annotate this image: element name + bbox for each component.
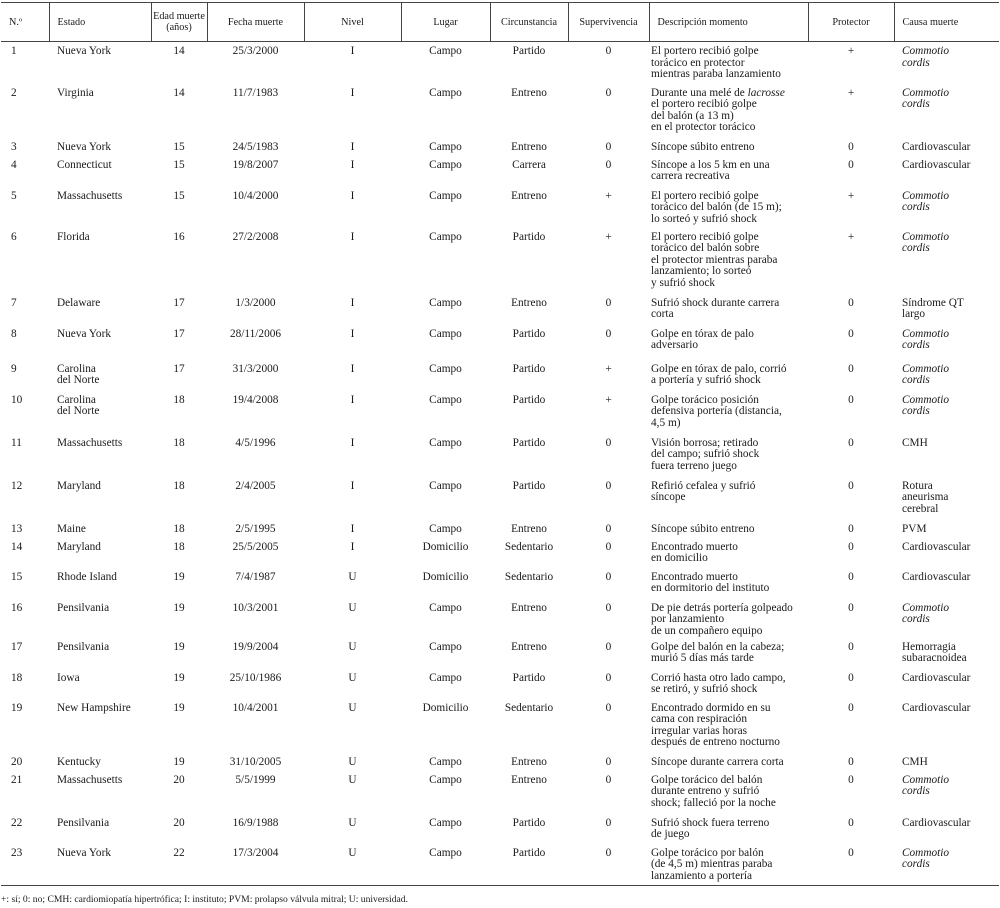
cell-level: U <box>348 816 357 829</box>
cell-date: 31/3/2000 <box>232 362 279 375</box>
table-row <box>1 568 999 599</box>
table-row <box>1 771 999 814</box>
cell-survival: + <box>605 362 612 375</box>
cell-cause: Commotio cordis <box>902 86 950 110</box>
cell-level: U <box>348 755 357 768</box>
cell-survival: 0 <box>605 327 612 340</box>
cell-state: Pensilvania <box>57 601 110 614</box>
cell-place: Campo <box>429 479 462 492</box>
cell-age: 19 <box>173 640 185 653</box>
cell-description: Corrió hasta otro lado campo, se retiró, y sufrió shock <box>651 671 786 695</box>
cell-age: 17 <box>173 362 185 375</box>
cell-protector: 0 <box>848 755 854 768</box>
cell-date: 17/3/2004 <box>207 844 304 886</box>
cell-survival: 0 <box>605 701 612 714</box>
cell-circumstance: Entreno <box>511 773 547 786</box>
cell-level: I <box>350 86 355 99</box>
cell-num: 15 <box>11 570 23 583</box>
cell-place: Domicilio <box>422 570 469 583</box>
cell-age: 15 <box>173 158 185 171</box>
cell-survival: 0 <box>605 296 612 309</box>
cell-date: 24/5/1983 <box>232 140 279 153</box>
table-row <box>1 434 999 477</box>
header-protector: Protector <box>808 3 894 42</box>
cell-date: 19/8/2007 <box>232 158 279 171</box>
cell-level: U <box>304 844 401 886</box>
cell-level: I <box>350 540 355 553</box>
cell-state: Carolina del Norte <box>57 393 100 417</box>
table-row <box>1 477 999 520</box>
cell-level: I <box>350 296 355 309</box>
cell-num: 10 <box>11 393 23 406</box>
cell-age: 19 <box>173 601 185 614</box>
header-survival: Supervivencia <box>568 3 649 42</box>
cell-circumstance: Entreno <box>511 296 547 309</box>
cell-num: 23 <box>1 844 49 886</box>
cell-age: 18 <box>173 393 185 406</box>
cell-protector: 0 <box>848 816 854 829</box>
header-row <box>1 3 999 42</box>
cell-date: 1/3/2000 <box>235 296 276 309</box>
cell-state: Massachusetts <box>57 436 123 449</box>
cell-level: I <box>350 327 355 340</box>
cell-survival: 0 <box>605 86 612 99</box>
cell-place: Campo <box>429 362 462 375</box>
cell-protector: + <box>847 230 855 243</box>
cell-level: U <box>348 671 357 684</box>
cell-age: 17 <box>173 327 185 340</box>
cell-survival: + <box>605 393 612 406</box>
cell-num: 12 <box>11 479 23 492</box>
cell-protector: 0 <box>848 479 854 492</box>
cell-protector: 0 <box>848 436 854 449</box>
header-circumstance: Circunstancia <box>490 3 568 42</box>
cell-place: Campo <box>429 671 462 684</box>
cell-survival: 0 <box>605 436 612 449</box>
cell-level: U <box>348 773 357 786</box>
description-emphasis: lacrosse <box>747 86 785 99</box>
cell-place: Campo <box>429 640 462 653</box>
cell-description: Golpe en tórax de palo, corrió a portería y sufrió shock <box>651 362 787 386</box>
table-row <box>1 84 999 138</box>
cell-state: Maryland <box>57 479 101 492</box>
table-row <box>1 156 999 187</box>
cell-survival: 0 <box>605 45 612 57</box>
cell-place: Campo <box>429 158 462 171</box>
table-row <box>1 599 999 638</box>
cell-protector: 0 <box>848 540 854 553</box>
cell-cause: Cardiovascular <box>902 158 971 171</box>
cell-num: 14 <box>11 540 23 553</box>
cell-survival: + <box>605 189 612 202</box>
cell-date: 2/4/2005 <box>235 479 276 492</box>
cell-num: 22 <box>11 816 23 829</box>
cell-date: 5/5/1999 <box>235 773 276 786</box>
cell-place: Campo <box>429 140 462 153</box>
cell-description: Golpe torácico posición defensiva portería (distancia, 4,5 m) <box>651 393 782 429</box>
cell-description: Sufrió shock fuera terreno de juego <box>651 816 770 840</box>
cell-date: 4/5/1996 <box>235 436 276 449</box>
cell-date: 19/4/2008 <box>232 393 279 406</box>
cell-description: Encontrado muerto en domicilio <box>651 540 738 564</box>
cell-num: 17 <box>11 640 23 653</box>
cell-state: Delaware <box>57 296 101 309</box>
cell-cause: Commotio cordis <box>894 844 999 886</box>
cell-description: Golpe del balón en la cabeza; murió 5 días más tarde <box>651 640 785 664</box>
cell-num: 21 <box>11 773 23 786</box>
cell-num: 8 <box>11 327 17 340</box>
cell-state: Nueva York <box>57 45 111 57</box>
cell-num: 20 <box>11 755 23 768</box>
cell-age: 20 <box>173 816 185 829</box>
cell-place: Domicilio <box>422 540 469 553</box>
cell-place: Campo <box>429 327 462 340</box>
cell-cause: Commotio cordis <box>902 230 950 254</box>
cell-age: 15 <box>173 189 185 202</box>
cell-survival: 0 <box>605 522 612 535</box>
cell-num: 3 <box>11 140 17 153</box>
cell-state: Nueva York <box>57 327 111 340</box>
cell-place: Campo <box>429 755 462 768</box>
cell-survival: 0 <box>605 816 612 829</box>
table-row <box>1 814 999 844</box>
cell-circumstance: Partido <box>512 816 546 829</box>
cell-level: I <box>350 393 355 406</box>
cell-circumstance: Partido <box>512 230 546 243</box>
cell-level: U <box>348 701 357 714</box>
cell-protector: 0 <box>848 327 854 340</box>
cell-place: Campo <box>429 296 462 309</box>
cell-place: Campo <box>429 45 462 57</box>
cell-survival: 0 <box>568 844 649 886</box>
table-row <box>1 187 999 228</box>
table-row <box>1 360 999 391</box>
table-row <box>1 294 999 325</box>
cell-cause: Cardiovascular <box>902 540 971 553</box>
cell-cause: Commotio cordis <box>902 189 950 213</box>
cell-level: I <box>350 45 355 57</box>
cell-age: 16 <box>173 230 185 243</box>
header-state: Estado <box>49 3 151 42</box>
cell-survival: 0 <box>605 601 612 614</box>
cell-age: 19 <box>173 570 185 583</box>
table-row <box>1 138 999 156</box>
cell-survival: 0 <box>605 773 612 786</box>
data-table <box>1 2 999 886</box>
cell-circumstance: Entreno <box>511 522 547 535</box>
cell-place: Campo <box>429 773 462 786</box>
cell-date: 19/9/2004 <box>232 640 279 653</box>
cell-date: 16/9/1988 <box>232 816 279 829</box>
table-row <box>1 42 999 84</box>
cell-level: I <box>350 230 355 243</box>
cell-protector: + <box>847 86 855 99</box>
cell-description: Síncope a los 5 km en una carrera recreativa <box>651 158 770 182</box>
cell-level: I <box>350 479 355 492</box>
cell-level: I <box>350 362 355 375</box>
cell-cause: Síndrome QT largo <box>902 296 964 320</box>
table-row <box>1 391 999 434</box>
cell-protector: + <box>847 189 855 202</box>
header-age: Edad muerte (años) <box>151 3 207 42</box>
table-row <box>1 638 999 669</box>
cell-place: Campo <box>429 86 462 99</box>
cell-place: Campo <box>429 393 462 406</box>
cell-level: I <box>350 189 355 202</box>
cell-circumstance: Entreno <box>511 601 547 614</box>
cell-cause: Commotio cordis <box>902 601 950 625</box>
cell-description: Síncope durante carrera corta <box>651 755 784 768</box>
cell-circumstance: Entreno <box>511 140 547 153</box>
header-level: Nivel <box>304 3 401 42</box>
table-row <box>1 228 999 294</box>
header-cause: Causa muerte <box>894 3 999 42</box>
cell-num: 11 <box>11 436 22 449</box>
cell-description: Sufrió shock durante carrera corta <box>651 296 780 320</box>
cell-state: Nueva York <box>57 140 111 153</box>
cell-description <box>649 84 808 138</box>
cell-date: 10/3/2001 <box>232 601 279 614</box>
cell-age: 15 <box>173 140 185 153</box>
cell-circumstance: Partido <box>512 327 546 340</box>
cell-description: Síncope súbito entreno <box>651 140 755 153</box>
cell-state: Pensilvania <box>57 640 110 653</box>
cell-num: 13 <box>11 522 23 535</box>
cell-age: 14 <box>173 86 185 99</box>
cell-protector: 0 <box>808 844 894 886</box>
table-row <box>1 844 999 886</box>
cell-num: 7 <box>11 296 17 309</box>
table-body <box>1 42 999 886</box>
cell-state: Connecticut <box>57 158 112 171</box>
cell-circumstance: Sedentario <box>504 570 554 583</box>
cell-state: Virginia <box>57 86 94 99</box>
table-row <box>1 699 999 753</box>
cell-age: 22 <box>151 844 207 886</box>
cell-state: Massachusetts <box>57 773 123 786</box>
cell-level: U <box>348 570 357 583</box>
cell-num: 2 <box>11 86 17 99</box>
cell-cause: Commotio cordis <box>902 393 950 417</box>
cell-circumstance: Partido <box>490 844 568 886</box>
cell-date: 25/10/1986 <box>229 671 282 684</box>
cell-protector: 0 <box>848 393 854 406</box>
cell-protector: 0 <box>848 362 854 375</box>
cell-place: Campo <box>429 601 462 614</box>
cell-cause: Cardiovascular <box>902 701 971 714</box>
header-num: N.º <box>1 3 49 42</box>
cell-age: 19 <box>173 671 185 684</box>
description-text: Durante una melé de <box>651 86 748 99</box>
cell-circumstance: Sedentario <box>504 701 554 714</box>
cell-survival: 0 <box>605 570 612 583</box>
cell-place: Campo <box>429 816 462 829</box>
cell-protector: 0 <box>848 773 854 786</box>
cell-level: U <box>348 601 357 614</box>
cell-cause: Rotura aneurisma cerebral <box>902 479 949 515</box>
cell-age: 18 <box>173 540 185 553</box>
cell-place: Campo <box>429 230 462 243</box>
cell-survival: 0 <box>605 140 612 153</box>
cell-circumstance: Entreno <box>511 189 547 202</box>
description-text: el portero recibió golpe del balón (a 13 m) en el protector torácico <box>651 98 757 133</box>
cell-circumstance: Carrera <box>512 158 546 171</box>
cell-cause: Cardiovascular <box>902 671 971 684</box>
cell-survival: 0 <box>605 755 612 768</box>
cell-num: 5 <box>11 189 17 202</box>
cell-survival: 0 <box>605 671 612 684</box>
cell-date: 25/3/2000 <box>232 45 279 57</box>
cell-date: 2/5/1995 <box>235 522 276 535</box>
cell-description: Golpe en tórax de palo adversario <box>651 327 754 351</box>
table-row <box>1 669 999 699</box>
cell-cause: PVM <box>902 522 927 535</box>
cell-description: El portero recibió golpe torácico en protector mientras paraba lanzamiento <box>651 45 781 80</box>
cell-cause: Commotio cordis <box>902 773 950 797</box>
cell-age: 18 <box>173 522 185 535</box>
cell-description: Golpe torácico del balón durante entreno y sufrió shock; falleció por la noche <box>651 773 776 809</box>
cell-description: Encontrado dormido en su cama con respiración irregular varias horas después de entreno nocturno <box>651 701 780 748</box>
table-row <box>1 538 999 568</box>
cell-level: I <box>350 522 355 535</box>
cell-num: 18 <box>11 671 23 684</box>
cell-cause: CMH <box>902 436 928 449</box>
cell-cause: Hemorragia subaracnoidea <box>902 640 967 664</box>
header-date: Fecha muerte <box>207 3 304 42</box>
cell-level: I <box>350 436 355 449</box>
cell-num: 1 <box>11 45 17 57</box>
cell-survival: 0 <box>605 540 612 553</box>
cell-description: Encontrado muerto en dormitorio del instituto <box>651 570 770 594</box>
cell-place: Campo <box>429 522 462 535</box>
cell-description: Síncope súbito entreno <box>651 522 755 535</box>
cell-num: 6 <box>11 230 17 243</box>
cell-description: El portero recibió golpe torácico del balón sobre el protector mientras paraba lanzamiento; lo sorteó y sufrió shock <box>651 230 778 289</box>
cell-state: Massachusetts <box>57 189 123 202</box>
cell-age: 20 <box>173 773 185 786</box>
cell-state: Maryland <box>57 540 101 553</box>
cell-description: El portero recibió golpe torácico del balón (de 15 m); lo sorteó y sufrió shock <box>651 189 782 225</box>
cell-state: Pensilvania <box>57 816 110 829</box>
cell-protector: 0 <box>848 601 854 614</box>
cell-survival: 0 <box>605 158 612 171</box>
cell-age: 18 <box>173 436 185 449</box>
cell-state: Florida <box>57 230 90 243</box>
cell-circumstance: Sedentario <box>504 540 554 553</box>
cell-age: 19 <box>173 701 185 714</box>
cell-protector: + <box>847 45 855 57</box>
cell-circumstance: Partido <box>512 362 546 375</box>
cell-circumstance: Partido <box>512 671 546 684</box>
cell-age: 14 <box>173 45 185 57</box>
cell-date: 7/4/1987 <box>235 570 276 583</box>
cell-state: Iowa <box>57 671 80 684</box>
cell-protector: 0 <box>848 671 854 684</box>
cell-protector: 0 <box>848 570 854 583</box>
cell-cause: Commotio cordis <box>902 362 950 386</box>
cell-protector: 0 <box>848 701 854 714</box>
cell-circumstance: Partido <box>512 45 546 57</box>
cell-date: 11/7/1983 <box>232 86 279 99</box>
cell-num: 19 <box>11 701 23 714</box>
cell-num: 4 <box>11 158 17 171</box>
header-place: Lugar <box>401 3 490 42</box>
cell-cause: Cardiovascular <box>902 140 971 153</box>
cell-level: I <box>350 158 355 171</box>
cell-age: 19 <box>173 755 185 768</box>
cell-survival: 0 <box>605 479 612 492</box>
cell-protector: 0 <box>848 158 854 171</box>
cell-description: Visión borrosa; retirado del campo; sufrió shock fuera terreno juego <box>651 436 760 472</box>
cell-description: Golpe torácico por balón (de 4,5 m) mientras paraba lanzamiento a portería <box>649 844 808 886</box>
table-row <box>1 325 999 360</box>
cell-date: 10/4/2000 <box>232 189 279 202</box>
cell-date: 28/11/2006 <box>229 327 282 340</box>
cell-description: De pie detrás portería golpeado por lanzamiento de un compañero equipo <box>651 601 793 637</box>
cell-cause: CMH <box>902 755 928 768</box>
table-row <box>1 753 999 771</box>
cell-circumstance: Partido <box>512 393 546 406</box>
cell-age: 18 <box>173 479 185 492</box>
table-row <box>1 520 999 538</box>
cell-circumstance: Entreno <box>511 640 547 653</box>
cell-protector: 0 <box>848 522 854 535</box>
cell-date: 27/2/2008 <box>232 230 279 243</box>
cell-protector: 0 <box>848 640 854 653</box>
cell-cause: Cardiovascular <box>902 570 971 583</box>
cell-protector: 0 <box>848 140 854 153</box>
cell-cause: Commotio cordis <box>902 327 950 351</box>
cell-place: Campo <box>401 844 490 886</box>
cell-state: Carolina del Norte <box>57 362 100 386</box>
table-container <box>1 2 999 886</box>
cell-state: Nueva York <box>49 844 151 886</box>
cell-date: 31/10/2005 <box>229 755 282 768</box>
cell-survival: + <box>605 230 612 243</box>
cell-circumstance: Partido <box>512 436 546 449</box>
cell-date: 25/5/2005 <box>232 540 279 553</box>
cell-description: Refirió cefalea y sufrió síncope <box>651 479 756 503</box>
cell-circumstance: Partido <box>512 479 546 492</box>
cell-num: 16 <box>11 601 23 614</box>
cell-state: Rhode Island <box>57 570 117 583</box>
cell-level: U <box>348 640 357 653</box>
cell-num: 9 <box>11 362 17 375</box>
cell-date: 10/4/2001 <box>232 701 279 714</box>
cell-state: New Hampshire <box>57 701 131 714</box>
cell-place: Domicilio <box>422 701 469 714</box>
cell-circumstance: Entreno <box>511 755 547 768</box>
cell-age: 17 <box>173 296 185 309</box>
footnote: +: sí; 0: no; CMH: cardiomiopatía hipertrófica; I: instituto; PVM: prolapso válvula mitral; U: universidad. <box>1 894 408 905</box>
header-description: Descripción momento <box>649 3 808 42</box>
cell-protector: 0 <box>848 296 854 309</box>
cell-cause: Cardiovascular <box>902 816 971 829</box>
cell-level: I <box>350 140 355 153</box>
cell-place: Campo <box>429 189 462 202</box>
cell-state: Maine <box>57 522 86 535</box>
cell-survival: 0 <box>605 640 612 653</box>
cell-circumstance: Entreno <box>511 86 547 99</box>
cell-cause: Commotio cordis <box>902 45 950 69</box>
cell-state: Kentucky <box>57 755 101 768</box>
cell-place: Campo <box>429 436 462 449</box>
